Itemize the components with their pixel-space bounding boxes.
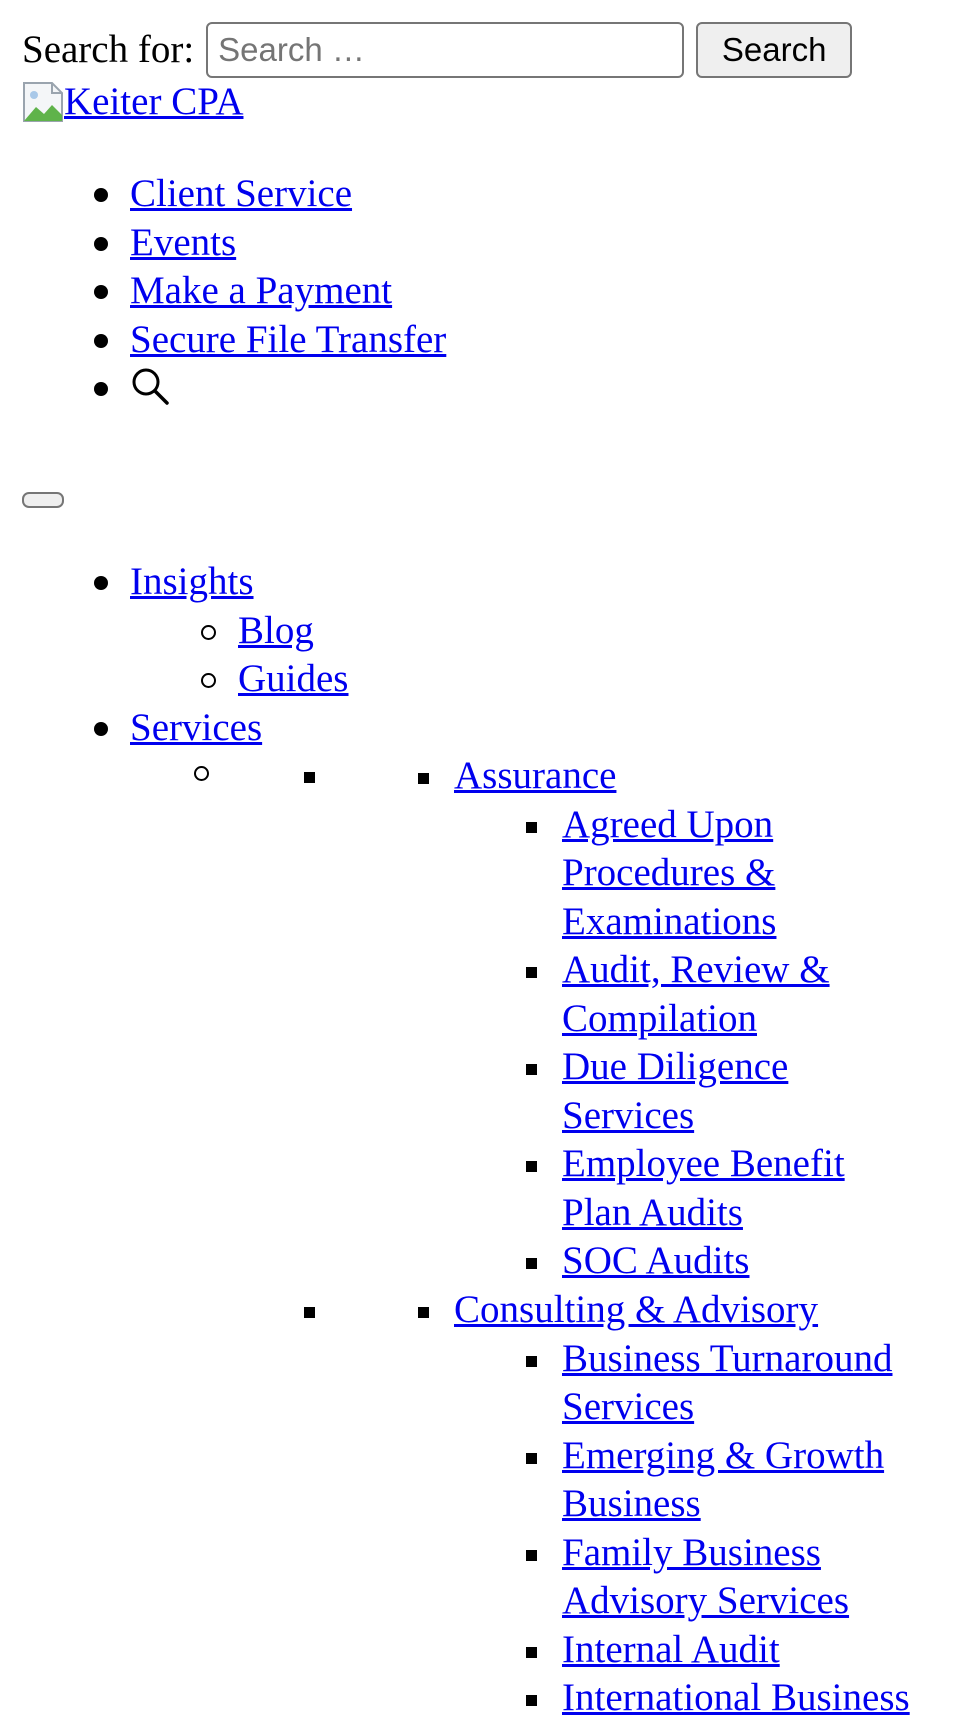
search-toggle-link[interactable] [130,366,170,406]
internal-audit-link[interactable]: Internal Audit [562,1627,780,1671]
employee-benefit-plan-audits-link[interactable]: Employee Benefit Plan Audits [562,1142,845,1234]
consulting-items [562,1335,962,1723]
client-service-link[interactable]: Client Service [130,172,353,215]
search-form [22,22,852,78]
menu-heading [454,1286,818,1335]
soc-audits-link[interactable]: SOC Audits [562,1239,750,1282]
menu-item [562,1432,962,1529]
logo-text: Keiter CPA [64,79,244,123]
utility-nav-item [130,219,446,268]
search-submit-button[interactable]: Search [696,22,852,78]
search-input[interactable] [206,22,684,78]
menu-item [562,946,962,1043]
utility-nav-item [130,170,446,219]
emerging-growth-business-link[interactable]: Emerging & Growth Business [562,1433,885,1525]
submenu-item [238,607,349,656]
menu-toggle-button[interactable] [22,492,64,508]
menu-item [562,1140,962,1237]
consulting-advisory-link[interactable]: Consulting & Advisory [454,1288,819,1331]
utility-nav-item [130,364,446,413]
main-nav [130,558,254,607]
agreed-upon-procedures-link[interactable]: Agreed Upon Procedures & Examinations [562,802,777,943]
utility-nav [130,170,446,413]
submenu-item [238,655,349,704]
nav-item-services [130,704,262,753]
assurance-link[interactable]: Assurance [454,754,617,797]
submenu-bullet [304,1307,315,1318]
guides-link[interactable]: Guides [238,657,349,700]
insights-link[interactable]: Insights [130,560,254,603]
audit-review-compilation-link[interactable]: Audit, Review & Compilation [562,948,830,1040]
utility-nav-item [130,316,446,365]
due-diligence-link[interactable]: Due Diligence Services [562,1045,789,1137]
menu-item [562,1237,962,1286]
nav-item-insights [130,558,254,607]
utility-nav-item [130,267,446,316]
submenu-bullet [194,766,209,781]
services-link[interactable]: Services [130,705,263,749]
search-label: Search for: [22,28,195,71]
menu-item [562,1335,962,1432]
menu-item [562,1626,962,1675]
blog-link[interactable]: Blog [238,608,314,652]
make-a-payment-link[interactable]: Make a Payment [130,269,393,312]
family-business-advisory-link[interactable]: Family Business Advisory Services [562,1530,850,1622]
menu-item [562,1674,962,1723]
insights-submenu [238,607,349,704]
secure-file-transfer-link[interactable]: Secure File Transfer [130,317,447,361]
main-nav-services [130,704,262,753]
business-turnaround-link[interactable]: Business Turnaround Services [562,1336,893,1428]
search-icon [130,366,170,406]
broken-image-icon [22,81,64,123]
submenu-bullet [304,772,315,783]
menu-heading [454,752,616,801]
menu-item [562,1043,962,1140]
international-business-link[interactable]: International Business [562,1676,910,1719]
logo-link[interactable] [22,78,243,126]
assurance-group [454,752,616,801]
assurance-items [562,801,962,1286]
events-link[interactable]: Events [130,220,237,264]
menu-item [562,801,962,947]
consulting-group [454,1286,818,1335]
menu-item [562,1529,962,1626]
